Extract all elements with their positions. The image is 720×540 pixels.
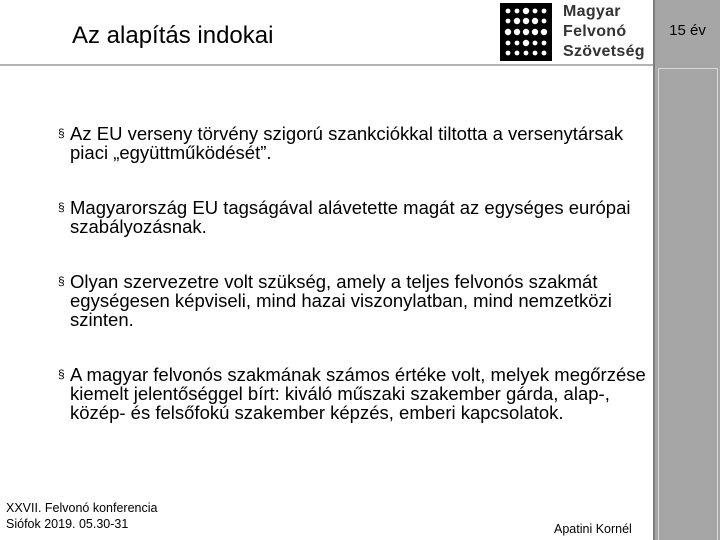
bullet-list xyxy=(58,124,648,422)
footer-event-date: Siófok 2019. 05.30-31 xyxy=(6,517,129,531)
title-divider xyxy=(0,64,653,66)
bullet-marker: § xyxy=(58,367,65,381)
footer-event-info xyxy=(6,500,157,532)
right-sidebar xyxy=(653,0,720,540)
footer-event-name: XXVII. Felvonó konferencia xyxy=(6,501,158,515)
footer-author: Apatini Kornél xyxy=(554,522,632,536)
bullet-marker: § xyxy=(58,126,65,140)
bullet-text: Olyan szervezetre volt szükség, amely a teljes felvonós szakmát egységesen képviseli, mind hazai viszonylatban, mind nemzetközi szinten. xyxy=(70,271,612,330)
bullet-text: Az EU verseny törvény szigorú szankciókkal tiltotta a versenytársak piaci „együttműködését”. xyxy=(70,123,624,163)
slide-title: Az alapítás indokai xyxy=(72,22,274,49)
bullet-item xyxy=(58,124,648,162)
dot-grid-logo-icon xyxy=(500,3,552,61)
logo-line-1: Magyar xyxy=(563,3,621,20)
bullet-text: A magyar felvonós szakmának számos értéke volt, melyek megőrzése kiemelt jelentőséggel bírt: kiváló műszaki szakember gárda, alap-, közép- és felsőfokú szakember képzés, emberi kapcsolatok. xyxy=(70,364,646,423)
logo-line-2: Felvonó xyxy=(563,23,627,40)
logo-text xyxy=(563,2,645,62)
sidebar-frame xyxy=(658,68,718,540)
bullet-item xyxy=(58,198,648,236)
bullet-item xyxy=(58,365,648,422)
association-logo xyxy=(497,2,653,64)
bullet-marker: § xyxy=(58,200,65,214)
bullet-item xyxy=(58,272,648,329)
logo-line-3: Szövetség xyxy=(563,43,645,60)
anniversary-label: 15 év xyxy=(669,22,706,39)
bullet-marker: § xyxy=(58,274,65,288)
bullet-text: Magyarország EU tagságával alávetette magát az egységes európai szabályozásnak. xyxy=(70,197,631,237)
